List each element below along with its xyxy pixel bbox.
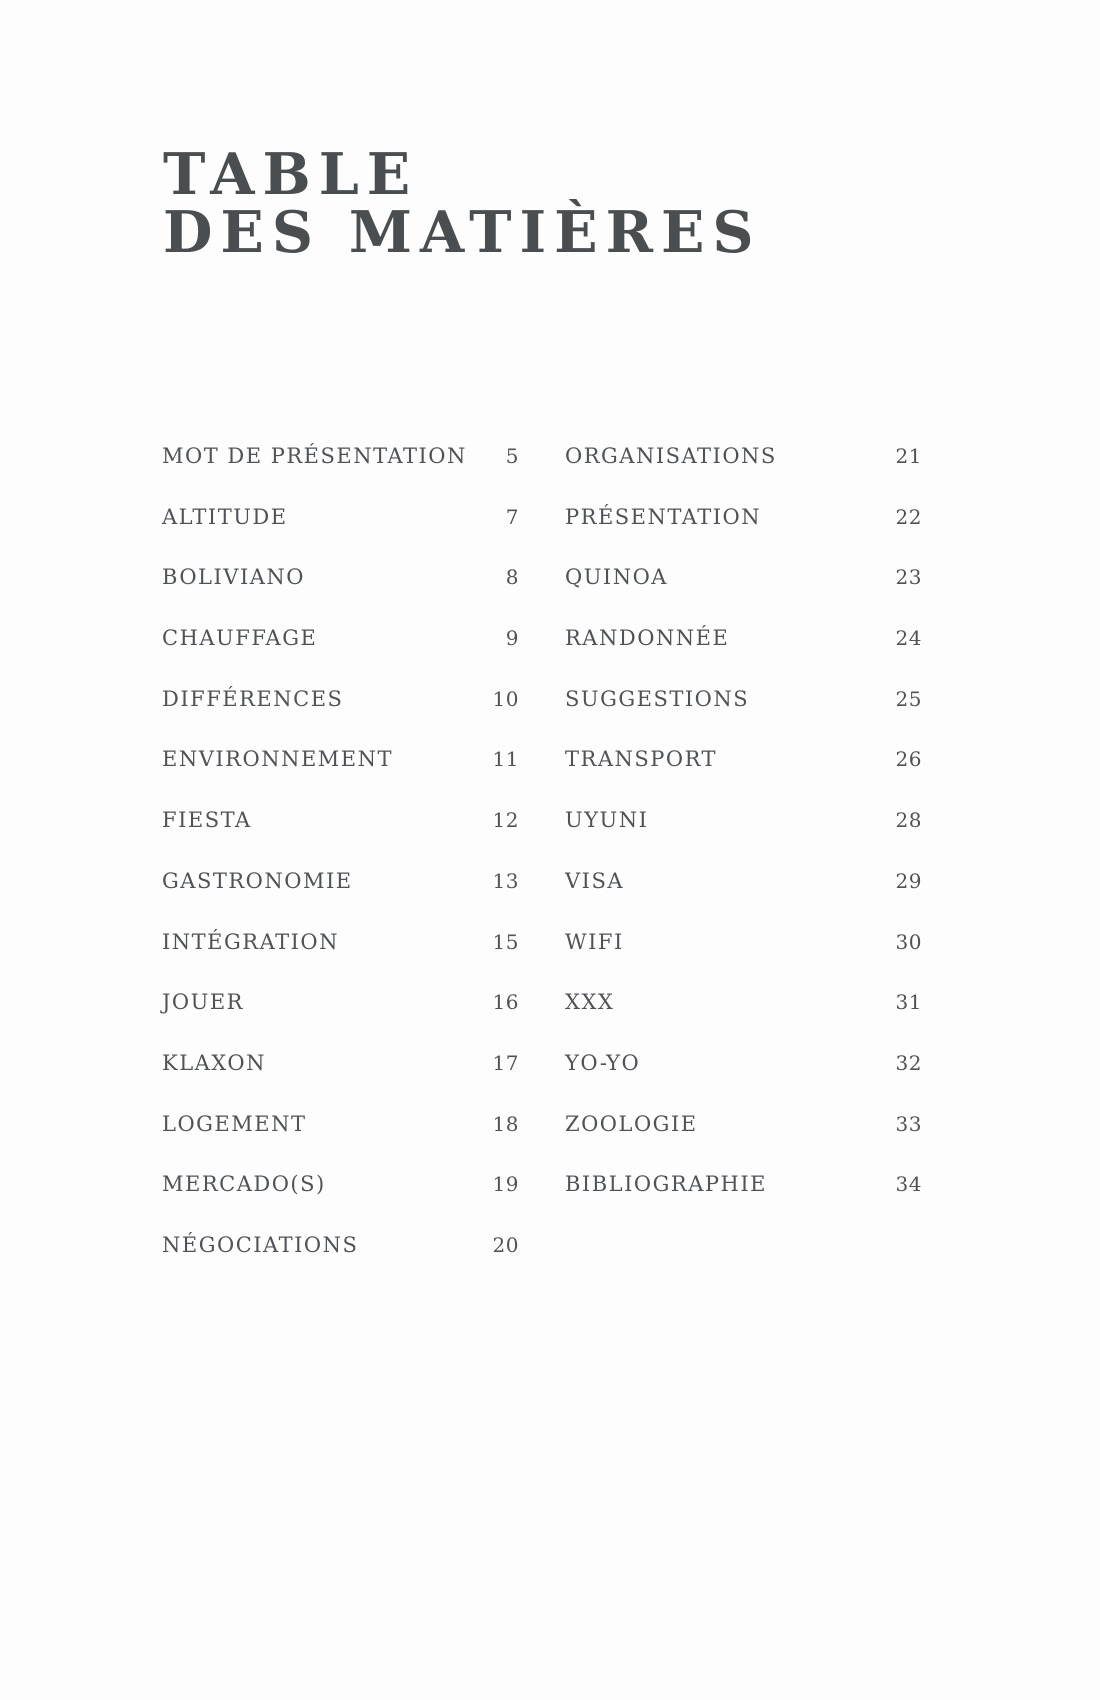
toc-entry-label: JOUER [162, 990, 244, 1015]
toc-entry-page-number: 21 [895, 444, 922, 468]
toc-entry-label: MOT DE PRÉSENTATION [162, 444, 467, 468]
toc-entry-label: YO-YO [565, 1050, 641, 1075]
toc-entry-label: ENVIRONNEMENT [162, 747, 393, 772]
toc-entry-page-number: 23 [895, 565, 922, 590]
toc-entry-page-number: 24 [895, 626, 922, 651]
toc-entry[interactable] [565, 1172, 922, 1233]
toc-entry-page-number: 22 [895, 504, 922, 529]
toc-entry[interactable] [162, 747, 519, 808]
toc-entry[interactable] [162, 808, 519, 869]
toc-entry-page-number: 30 [895, 929, 922, 954]
page-title [163, 141, 762, 266]
toc-entry[interactable] [565, 808, 922, 869]
toc-entry-label: ZOOLOGIE [565, 1111, 698, 1136]
toc-entry-page-number: 34 [895, 1172, 922, 1197]
toc-entry-label: NÉGOCIATIONS [162, 1232, 359, 1257]
toc-entry-page-number: 20 [492, 1232, 519, 1257]
toc-entry-page-number: 5 [505, 444, 519, 468]
toc-entry-page-number: 31 [895, 990, 922, 1015]
toc-entry[interactable] [565, 1112, 922, 1173]
toc-entry-label: WIFI [565, 929, 624, 954]
toc-entry[interactable] [162, 505, 519, 566]
toc-entry-label: CHAUFFAGE [162, 626, 318, 651]
toc-entry[interactable] [162, 626, 519, 687]
toc-entry[interactable] [162, 444, 519, 505]
toc-entry[interactable] [162, 1172, 519, 1233]
toc-entry-label: ALTITUDE [162, 504, 288, 529]
toc-entry[interactable] [565, 626, 922, 687]
toc-entry-page-number: 8 [505, 565, 519, 590]
toc-column-left [162, 444, 519, 1294]
toc-entry[interactable] [162, 990, 519, 1051]
toc-entry-page-number: 18 [492, 1111, 519, 1136]
toc-entry[interactable] [162, 1112, 519, 1173]
toc-entry-label: PRÉSENTATION [565, 504, 762, 529]
toc-entry[interactable] [565, 990, 922, 1051]
toc-entry-label: RANDONNÉE [565, 626, 730, 651]
toc-entry[interactable] [162, 869, 519, 930]
toc-entry[interactable] [162, 565, 519, 626]
toc-entry-page-number: 10 [492, 686, 519, 711]
toc-entry-label: BIBLIOGRAPHIE [565, 1172, 767, 1197]
toc-entry-page-number: 17 [492, 1050, 519, 1075]
toc-entry[interactable] [162, 1051, 519, 1112]
toc-column-right [565, 444, 922, 1233]
toc-entry-page-number: 16 [492, 990, 519, 1015]
toc-entry[interactable] [565, 565, 922, 626]
toc-entry[interactable] [565, 1051, 922, 1112]
toc-entry-label: KLAXON [162, 1050, 266, 1075]
toc-entry-label: LOGEMENT [162, 1111, 307, 1136]
toc-entry-page-number: 11 [492, 747, 519, 772]
toc-entry-label: BOLIVIANO [162, 565, 305, 590]
toc-entry-label: DIFFÉRENCES [162, 686, 344, 711]
title-line-1: TABLE [163, 141, 419, 208]
toc-entry-page-number: 13 [492, 868, 519, 893]
toc-entry-label: GASTRONOMIE [162, 868, 353, 893]
toc-entry-label: ORGANISATIONS [565, 444, 777, 468]
toc-entry-page-number: 7 [505, 504, 519, 529]
toc-entry-label: QUINOA [565, 565, 668, 590]
toc-entry-label: INTÉGRATION [162, 929, 340, 954]
toc-entry-page-number: 33 [895, 1111, 922, 1136]
toc-entry[interactable] [565, 687, 922, 748]
toc-entry-label: XXX [565, 990, 615, 1015]
toc-entry-label: UYUNI [565, 808, 649, 833]
toc-entry[interactable] [162, 930, 519, 991]
toc-entry-page-number: 25 [895, 686, 922, 711]
toc-entry-page-number: 12 [492, 808, 519, 833]
toc-entry[interactable] [162, 1233, 519, 1294]
toc-entry-label: VISA [565, 868, 625, 893]
toc-entry-label: TRANSPORT [565, 747, 718, 772]
toc-entry-page-number: 29 [895, 868, 922, 893]
toc-entry-label: MERCADO(S) [162, 1172, 326, 1197]
toc-entry-page-number: 19 [492, 1172, 519, 1197]
toc-entry-label: SUGGESTIONS [565, 686, 750, 711]
toc-entry-label: FIESTA [162, 808, 252, 833]
toc-entry[interactable] [565, 747, 922, 808]
toc-entry[interactable] [565, 444, 922, 505]
toc-entry-page-number: 26 [895, 747, 922, 772]
toc-entry[interactable] [162, 687, 519, 748]
toc-entry[interactable] [565, 505, 922, 566]
title-line-2: DES MATIÈRES [163, 199, 762, 266]
toc-entry[interactable] [565, 869, 922, 930]
toc-entry-page-number: 32 [895, 1050, 922, 1075]
toc-entry[interactable] [565, 930, 922, 991]
toc-entry-page-number: 28 [895, 808, 922, 833]
toc-entry-page-number: 9 [505, 626, 519, 651]
toc-entry-page-number: 15 [492, 929, 519, 954]
